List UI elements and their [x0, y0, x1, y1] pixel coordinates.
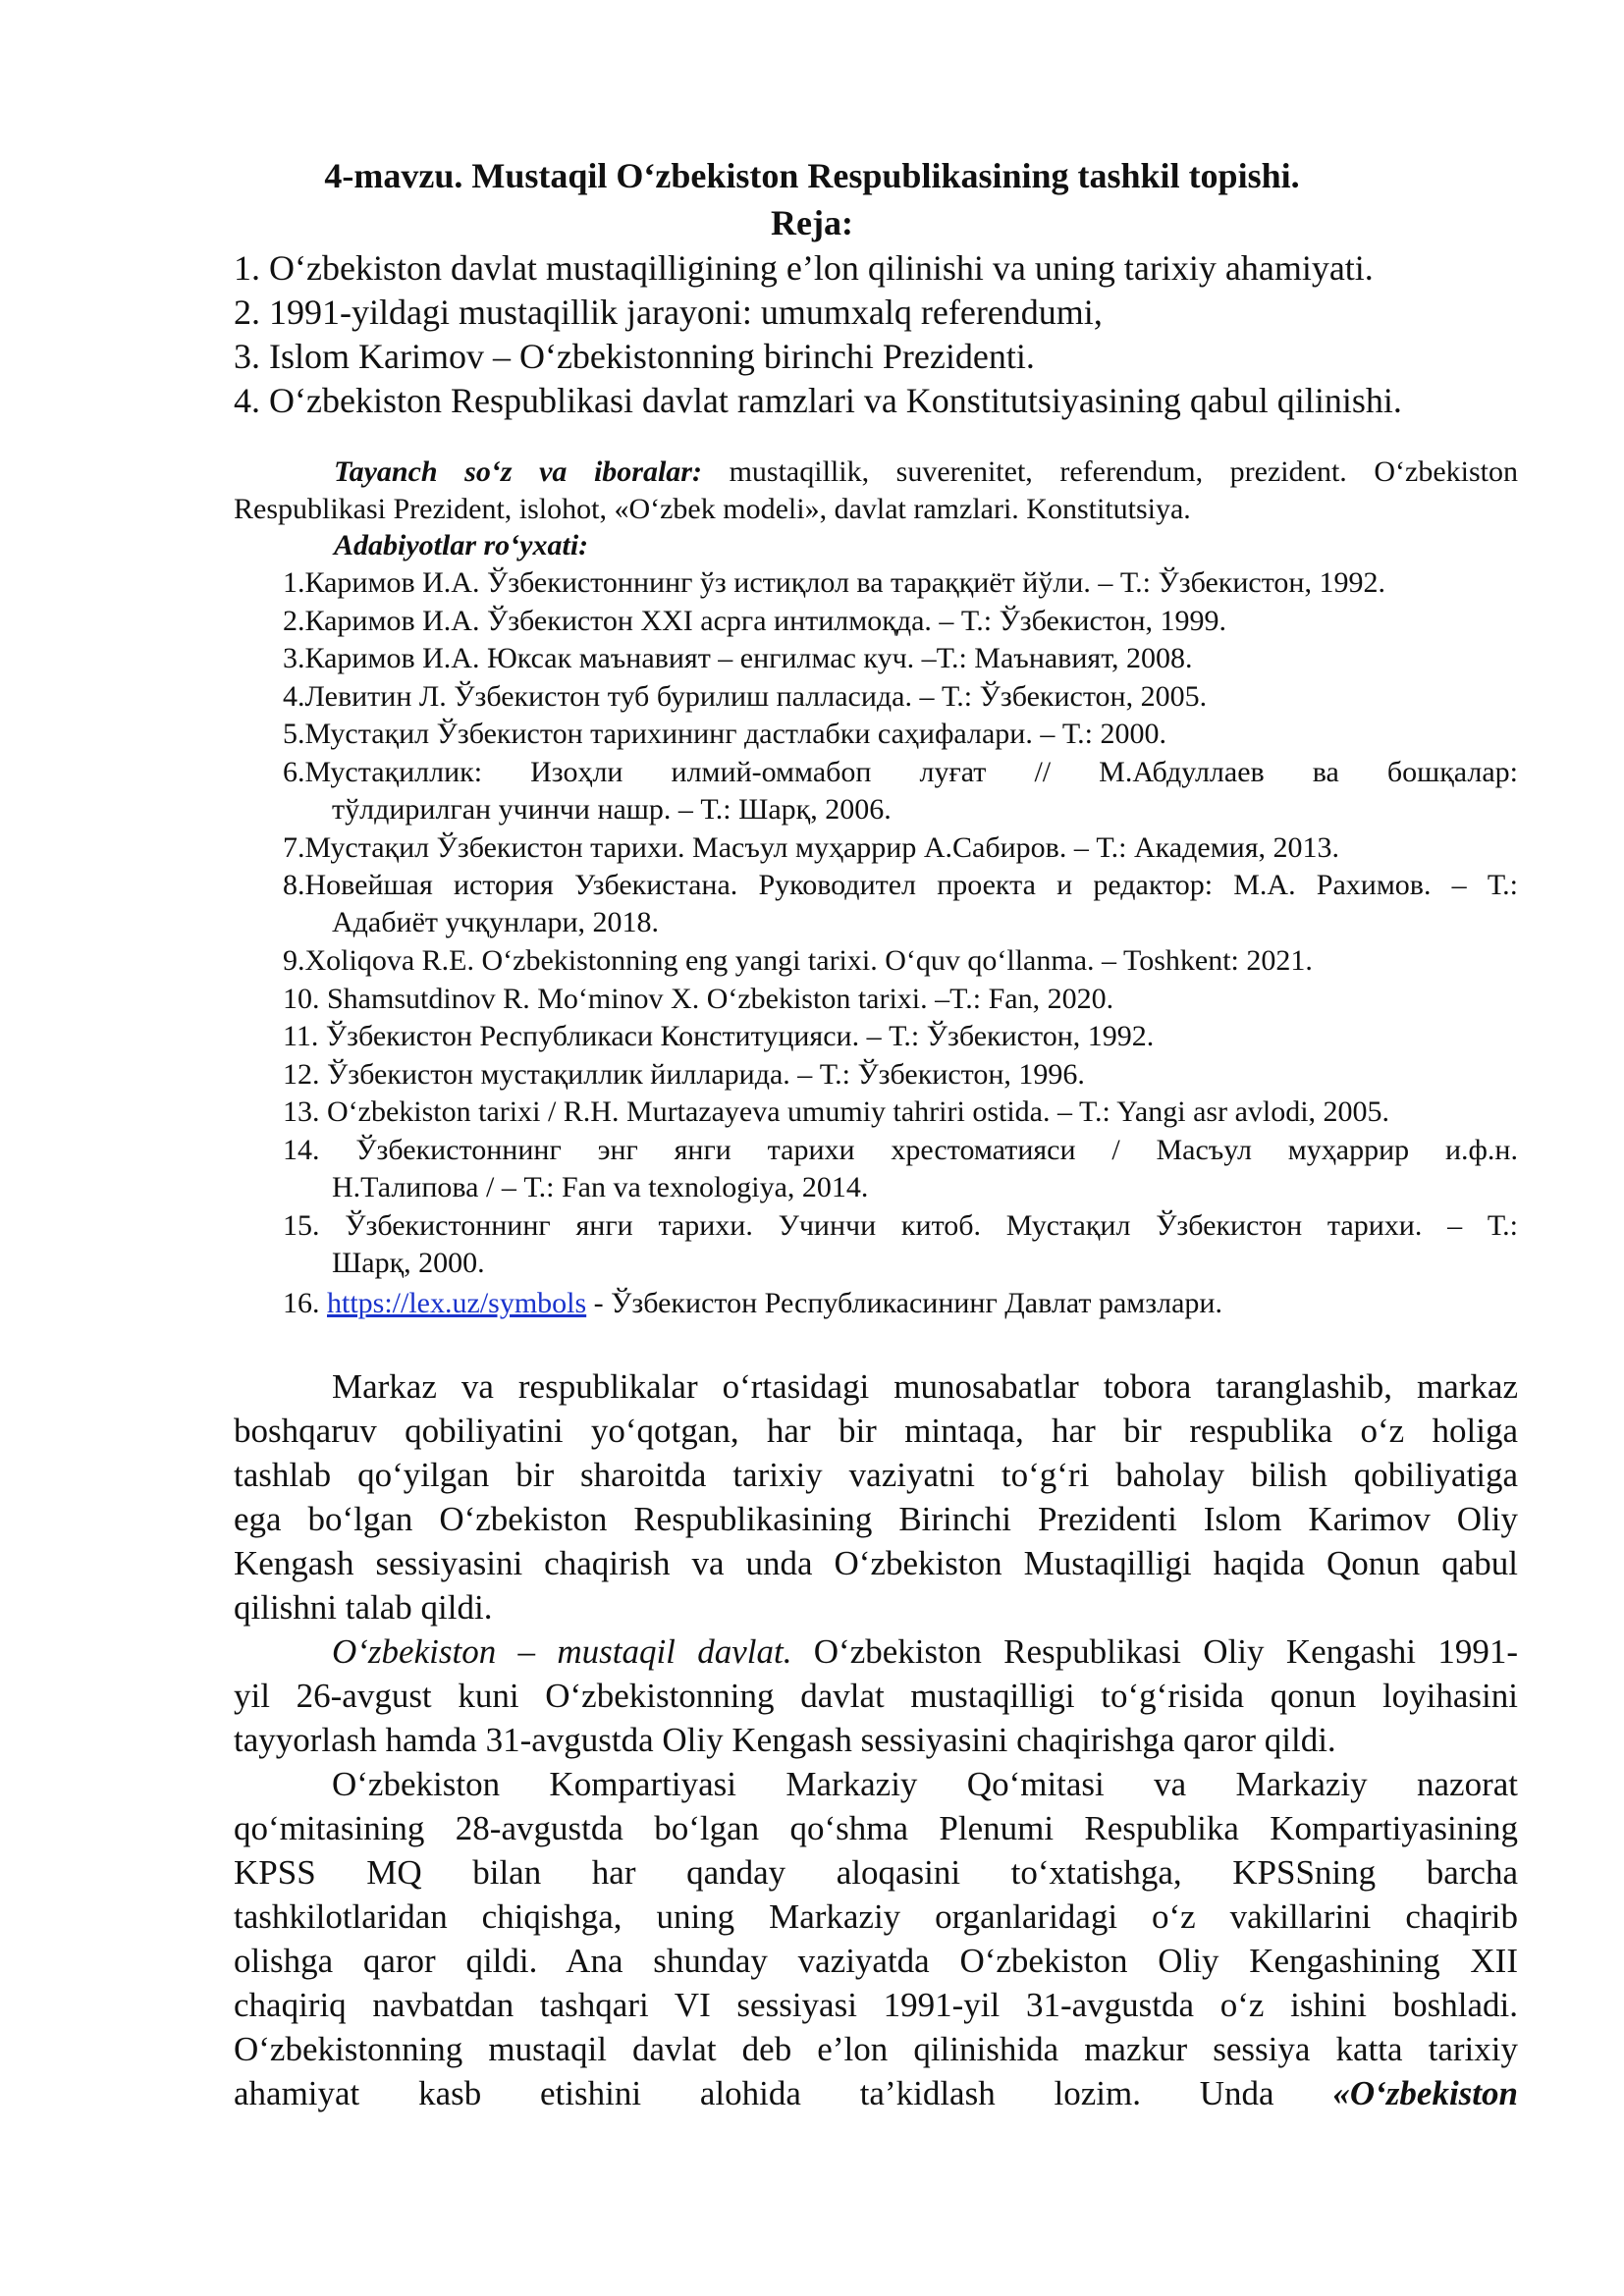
reference-text: Адабиёт учқунлари, 2018.	[332, 906, 660, 938]
reference-line	[283, 829, 1339, 867]
keywords-label: Tayanch so‘z va iboralar:	[334, 455, 702, 488]
reference-number: 10.	[283, 982, 320, 1015]
reference-line	[283, 1132, 1518, 1169]
paragraph-line: boshqaruv qobiliyatini yo‘qotgan, har bir mintaqa, har bir respublika o‘z holiga	[234, 1412, 1518, 1450]
reference-text: O‘zbekiston tarixi / R.H. Murtazayeva umumiy tahriri ostida. – T.: Yangi asr avlodi, 2005.	[327, 1095, 1390, 1128]
reference-number: 11.	[283, 1020, 319, 1052]
reference-text: Ўзбекистон Республикаси Конституцияси. – Т.: Ўзбекистон, 1992.	[325, 1020, 1155, 1052]
paragraph-line: chaqiriq navbatdan tashqari VI sessiyasi 1991-yil 31-avgustda o‘z ishini boshladi.	[234, 1986, 1518, 2024]
reference-item	[283, 678, 1207, 716]
reference-line	[283, 716, 1166, 753]
reference-text: Шарқ, 2000.	[332, 1246, 485, 1279]
paragraph-line: O‘zbekistonning mustaqil davlat deb e’lon qilinishida mazkur sessiya katta tarixiy	[234, 2030, 1518, 2068]
section-lead: O‘zbekiston – mustaqil davlat.	[332, 1632, 792, 1671]
bold-term: «O‘zbekiston	[1332, 2074, 1518, 2112]
paragraph-line: tashkilotlaridan chiqishga, uning Markaziy organlaridagi o‘z vakillarini chaqirib	[234, 1897, 1518, 1936]
reference-number: 12.	[283, 1057, 320, 1091]
reference-number: 3.	[283, 642, 305, 674]
paragraph-text: ahamiyat kasb etishini alohida ta’kidlash lozim. Unda	[234, 2074, 1274, 2112]
paragraph-line: qo‘mitasining 28-avgustda bo‘lgan qo‘shma Plenumi Respublika Kompartiyasining	[234, 1809, 1518, 1847]
reference-text: Ўзбекистоннинг янги тарихи. Учинчи китоб. Мустақил Ўзбекистон тарихи. – Т.:	[345, 1208, 1519, 1242]
plan-heading: Reja:	[771, 203, 853, 242]
reference-number: 8.	[283, 869, 305, 901]
keywords-line: Respublikasi Prezident, islohot, «O‘zbek modeli», davlat ramzlari. Konstitutsiya.	[234, 493, 1191, 525]
paragraph-line: ega bo‘lgan O‘zbekiston Respublikasining Birinchi Prezidenti Islom Karimov Oliy	[234, 1500, 1518, 1538]
reference-line	[283, 640, 1193, 677]
paragraph-line	[234, 2071, 1518, 2115]
reference-item	[283, 829, 1339, 867]
reference-line	[283, 603, 1226, 640]
reference-number: 4.	[283, 679, 305, 713]
reference-text: Новейшая история Узбекистана. Руководител проекта и редактор: М.А. Рахимов. – Т.:	[304, 869, 1518, 901]
reference-text: Мустақил Ўзбекистон тарихи. Масъул муҳаррир А.Сабиров. – Т.: Академия, 2013.	[304, 830, 1340, 864]
paragraph-line: olishga qaror qildi. Ana shunday vaziyatda O‘zbekiston Oliy Kengashining XII	[234, 1942, 1518, 1980]
reference-text: Каримов И.А. Ўзбекистон XXI асрга интилмоқда. – Т.: Ўзбекистон, 1999.	[304, 604, 1227, 637]
paragraph-line: O‘zbekiston Kompartiyasi Markaziy Qo‘mitasi va Markaziy nazorat	[332, 1765, 1518, 1803]
reference-line	[283, 754, 1518, 791]
reference-text: Xoliqova R.E. O‘zbekistonning eng yangi tarixi. O‘quv qo‘llanma. – Toshkent: 2021.	[304, 944, 1313, 977]
reference-line	[283, 564, 1385, 602]
plan-item: 1. O‘zbekiston davlat mustaqilligining e’lon qilinishi va uning tarixiy ahamiyati.	[234, 248, 1374, 288]
reference-number: 2.	[283, 604, 305, 637]
reference-item	[283, 564, 1385, 602]
paragraph-line: tayyorlash hamda 31-avgustda Oliy Kengash sessiyasini chaqirishga qaror qildi.	[234, 1721, 1336, 1759]
reference-number: 15.	[283, 1208, 320, 1242]
reference-number: 7.	[283, 830, 305, 864]
reference-line	[283, 678, 1207, 716]
reference-number: 5.	[283, 718, 305, 750]
reference-text: Каримов И.А. Юксак маънавият – енгилмас куч. –Т.: Маънавият, 2008.	[304, 642, 1193, 674]
reference-text: тўлдирилган учинчи нашр. – Т.: Шарқ, 2006.	[332, 792, 892, 826]
paragraph-line: Markaz va respublikalar o‘rtasidagi munosabatlar tobora taranglashib, markaz	[332, 1367, 1518, 1406]
plan-item: 4. O‘zbekiston Respublikasi davlat ramzlari va Konstitutsiyasining qabul qilinishi.	[234, 381, 1402, 420]
keywords-text: mustaqillik, suverenitet, referendum, prezident. O‘zbekiston	[729, 455, 1519, 488]
reference-line	[283, 1169, 1518, 1206]
reference-link[interactable]: https://lex.uz/symbols	[327, 1287, 587, 1319]
reference-item	[283, 1018, 1154, 1055]
reference-item	[283, 1056, 1085, 1094]
reference-item	[283, 1207, 1518, 1282]
reference-line	[283, 1094, 1389, 1131]
plan-item: 3. Islom Karimov – O‘zbekistonning birinchi Prezidenti.	[234, 337, 1035, 376]
paragraph-text: O‘zbekiston Respublikasi Oliy Kengashi 1991-	[791, 1632, 1519, 1671]
reference-text: Левитин Л. Ўзбекистон туб бурилиш палласида. – Т.: Ўзбекистон, 2005.	[304, 679, 1208, 713]
reference-text: Shamsutdinov R. Mo‘minov X. O‘zbekiston tarixi. –T.: Fan, 2020.	[327, 982, 1114, 1015]
reference-number: 13.	[283, 1095, 320, 1128]
reference-line	[283, 1207, 1518, 1245]
reference-line	[283, 904, 1518, 941]
reference-line	[283, 942, 1313, 980]
reference-line	[283, 867, 1518, 904]
reference-item	[283, 603, 1226, 640]
plan-item: 2. 1991-yildagi mustaqillik jarayoni: umumxalq referendumi,	[234, 293, 1103, 332]
paragraph-line: tashlab qo‘yilgan bir sharoitda tarixiy vaziyatni to‘g‘ri baholay bilish qobiliyatiga	[234, 1456, 1518, 1494]
reference-line	[283, 981, 1113, 1018]
reference-line	[283, 1018, 1154, 1055]
page-title: 4-mavzu. Mustaqil O‘zbekiston Respublikasining tashkil topishi.	[324, 156, 1300, 195]
references-label: Adabiyotlar ro‘yxati:	[334, 529, 589, 561]
paragraph-line: qilishni talab qildi.	[234, 1588, 493, 1627]
reference-item	[283, 754, 1518, 828]
reference-number: 6.	[283, 755, 305, 788]
reference-item	[283, 1285, 1222, 1322]
reference-text: Ўзбекистоннинг энг янги тарихи хрестоматияси / Масъул муҳаррир и.ф.н.	[355, 1133, 1518, 1166]
paragraph-line: Kengash sessiyasini chaqirish va unda O‘zbekiston Mustaqilligi haqida Qonun qabul	[234, 1544, 1518, 1582]
reference-number: 1.	[283, 566, 305, 599]
reference-number: 16.	[283, 1287, 320, 1319]
reference-item	[283, 1132, 1518, 1206]
paragraph-line: KPSS MQ bilan har qanday aloqasini to‘xtatishga, KPSSning barcha	[234, 1853, 1518, 1892]
reference-item	[283, 981, 1113, 1018]
reference-item	[283, 942, 1313, 980]
reference-text: - Ўзбекистон Республикасининг Давлат рамзлари.	[586, 1287, 1222, 1319]
reference-text: Мустақил Ўзбекистон тарихининг дастлабки саҳифалари. – Т.: 2000.	[304, 718, 1166, 750]
paragraph-line: yil 26-avgust kuni O‘zbekistonning davlat mustaqilligi to‘g‘risida qonun loyihasini	[234, 1677, 1518, 1715]
reference-line	[283, 1245, 1518, 1282]
reference-text: Мустақиллик: Изоҳли илмий-оммабоп луғат // М.Абдуллаев ва бошқалар:	[304, 755, 1518, 788]
reference-text: Н.Талипова / – Т.: Fan va texnologiya, 2014.	[332, 1170, 869, 1203]
reference-text: Ўзбекистон мустақиллик йилларида. – Т.: Ўзбекистон, 1996.	[327, 1057, 1085, 1091]
reference-item	[283, 867, 1518, 941]
reference-line	[283, 1056, 1085, 1094]
reference-line	[283, 791, 1518, 828]
reference-item	[283, 640, 1193, 677]
reference-text: Каримов И.А. Ўзбекистоннинг ўз истиқлол ва тараққиёт йўли. – Т.: Ўзбекистон, 1992.	[304, 566, 1385, 599]
reference-item	[283, 716, 1166, 753]
reference-item	[283, 1094, 1389, 1131]
paragraph-line	[332, 1629, 1518, 1674]
reference-number: 14.	[283, 1133, 320, 1166]
reference-number: 9.	[283, 944, 305, 977]
keywords-line	[334, 454, 1518, 491]
